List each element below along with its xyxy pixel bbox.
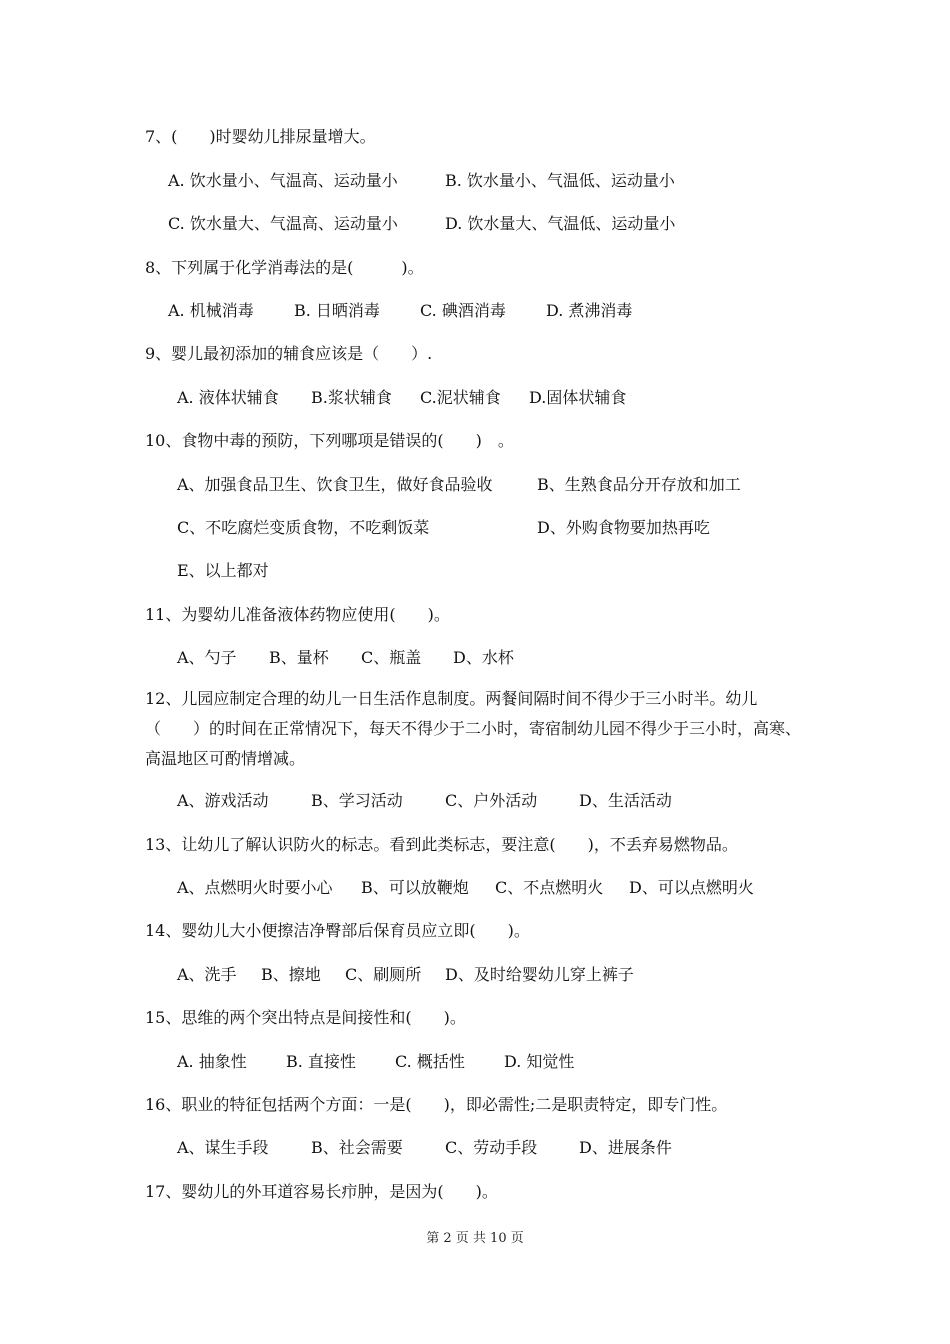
question-9-option-b: B.浆状辅食 [311,388,392,407]
question-7-option-b: B. 饮水量小、气温低、运动量小 [445,171,675,190]
question-14-option-b: B、擦地 [261,965,321,984]
question-10-option-c: C、不吃腐烂变质食物，不吃剩饭菜 [177,518,430,537]
question-10-option-e: E、以上都对 [177,561,269,580]
question-10-stem: 10、食物中毒的预防，下列哪项是错误的( ) 。 [145,431,514,450]
question-16-stem: 16、职业的特征包括两个方面：一是( )，即必需性;二是职责特定，即专门性。 [145,1095,728,1114]
question-14-option-d: D、及时给婴幼儿穿上裤子 [445,965,634,984]
question-15-option-b: B. 直接性 [286,1052,356,1071]
question-13-stem: 13、让幼儿了解认识防火的标志。看到此类标志，要注意( )，不丢弃易燃物品。 [145,835,738,854]
question-16-option-a: A、谋生手段 [177,1138,269,1157]
question-8-option-b: B. 日晒消毒 [294,301,380,320]
question-7-stem: 7、( )时婴幼儿排尿量增大。 [145,127,376,146]
question-15-option-d: D. 知觉性 [504,1052,575,1071]
question-12-option-c: C、户外活动 [445,791,538,810]
question-15-stem: 15、思维的两个突出特点是间接性和( )。 [145,1008,466,1027]
question-7-option-c: C. 饮水量大、气温高、运动量小 [168,214,398,233]
question-13-option-c: C、不点燃明火 [495,878,604,897]
question-8-option-d: D. 煮沸消毒 [546,301,633,320]
question-10-option-b: B、生熟食品分开存放和加工 [537,475,741,494]
question-7-option-d: D. 饮水量大、气温低、运动量小 [445,214,676,233]
question-15-option-c: C. 概括性 [395,1052,465,1071]
question-9-option-c: C.泥状辅食 [420,388,501,407]
question-15-option-a: A. 抽象性 [177,1052,247,1071]
question-13-option-d: D、可以点燃明火 [629,878,754,897]
question-14-option-a: A、洗手 [177,965,237,984]
question-12-option-a: A、游戏活动 [177,791,269,810]
question-11-option-b: B、量杯 [269,648,329,667]
question-8-option-a: A. 机械消毒 [168,301,254,320]
question-9-stem: 9、婴儿最初添加的辅食应该是（ ）. [145,344,433,363]
question-14-option-c: C、刷厕所 [345,965,422,984]
question-12-stem: 12、儿园应制定合理的幼儿一日生活作息制度。两餐间隔时间不得少于三小时半。幼儿（ ）的时间在正常情况下，每天不得少于二小时，寄宿制幼儿园不得少于三小时，高寒、高温地区可酌情增减。 [145,689,802,768]
question-11-option-c: C、瓶盖 [361,648,422,667]
question-7-option-a: A. 饮水量小、气温高、运动量小 [168,171,398,190]
question-12-option-d: D、生活活动 [579,791,672,810]
question-9-option-d: D.固体状辅食 [529,388,627,407]
question-11-option-d: D、水杯 [453,648,514,667]
question-12-option-b: B、学习活动 [311,791,403,810]
question-8-stem: 8、下列属于化学消毒法的是( )。 [145,258,424,277]
question-11-stem: 11、为婴幼儿准备液体药物应使用( )。 [145,605,450,624]
question-8-option-c: C. 碘酒消毒 [420,301,506,320]
question-16-option-c: C、劳动手段 [445,1138,538,1157]
question-17-stem: 17、婴幼儿的外耳道容易长疖肿，是因为( )。 [145,1182,498,1201]
question-10-option-d: D、外购食物要加热再吃 [537,518,710,537]
question-14-stem: 14、婴幼儿大小便擦洁净臀部后保育员应立即( )。 [145,921,530,940]
question-11-option-a: A、勺子 [177,648,237,667]
question-9-option-a: A. 液体状辅食 [177,388,279,407]
question-16-option-b: B、社会需要 [311,1138,403,1157]
page-footer: 第 2 页 共 10 页 [426,1231,524,1246]
question-10-option-a: A、加强食品卫生、饮食卫生，做好食品验收 [177,475,493,494]
question-13-option-b: B、可以放鞭炮 [361,878,469,897]
question-16-option-d: D、进展条件 [579,1138,672,1157]
question-13-option-a: A、点燃明火时要小心 [177,878,333,897]
